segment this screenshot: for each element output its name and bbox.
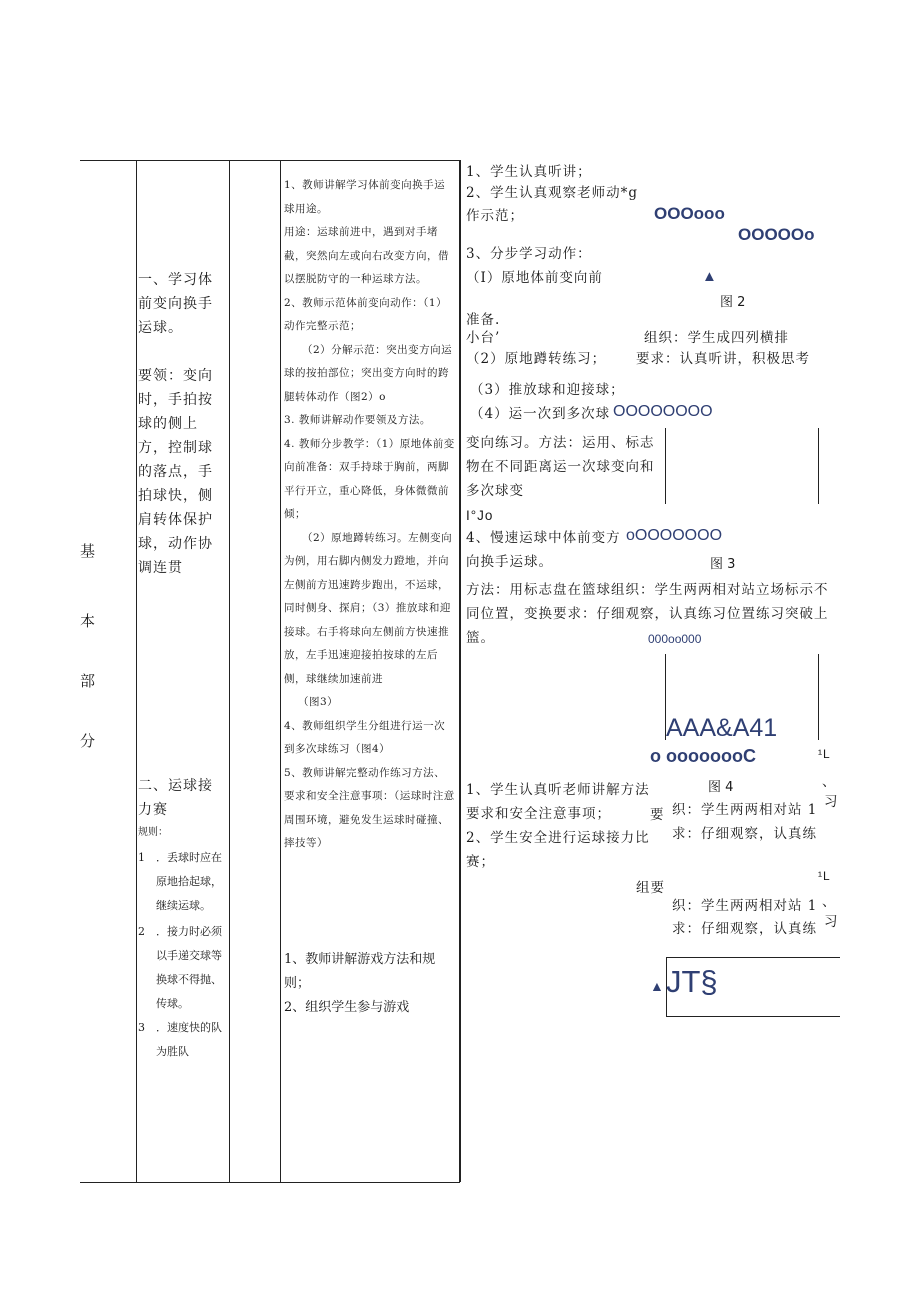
diagram-border-right-1 <box>818 428 819 504</box>
teacher-p4: （2）分解示范：突出变方向运球的按拍部位；突出变方向时的跨腿转体动作（图2）o <box>284 343 453 403</box>
game-box-bottom <box>666 1016 840 1017</box>
section-char-2: 本 <box>80 612 100 630</box>
student-s11: I°Jo <box>466 508 494 523</box>
teacher-p9: 4、教师组织学生分组进行运一次到多次球练习（图4） <box>284 719 446 755</box>
org-yao-1: 要 <box>650 807 665 823</box>
student-s8: （3）推放球和迎接球； <box>470 382 625 398</box>
table-bottom-border <box>80 1182 460 1183</box>
org-formation-2a: 织：学生两两相对站 1 <box>672 802 818 818</box>
rule-num: 3 <box>138 1021 145 1034</box>
org-zuyao: 组要 <box>636 880 665 896</box>
teacher-triangle-icon: ▲ <box>702 268 717 285</box>
column-divider-1 <box>136 160 137 1182</box>
req-1: 要求：认真听讲，积极思考 <box>636 351 810 367</box>
teacher-p3: 2、教师示范体前变向动作：（1）动作完整示范； <box>284 296 448 332</box>
teacher-game <box>284 948 456 1020</box>
org-formation-1: 组织：学生成四列横排 <box>644 330 789 346</box>
teacher-p6: 4. 教师分步教学：（1）原地体前变向前准备：双手持球于胸前，两脚平行开立，重心降低，身体微微前倾； <box>284 437 455 520</box>
student-s4: （I）原地体前变向前 <box>466 270 603 286</box>
figure-3-label: 图 3 <box>710 557 736 572</box>
student-s2b: 作示范； <box>466 208 524 224</box>
org-formation-3a: 织：学生两两相对站 1 <box>672 898 818 914</box>
figure-4-label: 图 4 <box>708 780 734 795</box>
student-s5: 准备. <box>466 312 501 328</box>
formation-circles-e: 000oo000 <box>648 632 702 646</box>
rule-num: 2 <box>138 925 145 938</box>
teacher-activities <box>284 174 456 856</box>
formation-circles-d: oOOOOOOO <box>626 527 723 544</box>
formation-circles-c: OOOOOOOO <box>613 403 713 420</box>
student-s2: 2、学生认真观察老师动*g <box>466 185 638 201</box>
rule-text: ．速度快的队为胜队 <box>156 1021 222 1058</box>
column-divider-4 <box>459 160 461 1182</box>
rules-label: 规则： <box>138 827 168 838</box>
game-diagram-text: JT§ <box>666 964 718 999</box>
objective-part2-title: 二、运球接力赛 <box>138 778 213 818</box>
side-mark-3: 习 <box>824 794 839 810</box>
section-char-1: 基 <box>80 542 100 560</box>
student-s7: （2）原地蹲转练习； <box>466 351 607 367</box>
side-mark-4: ¹L <box>818 869 831 883</box>
formation-circles-f: o oooooooC <box>650 746 756 766</box>
rule-item <box>138 846 228 918</box>
side-mark-2: 、 <box>822 774 837 790</box>
teacher-p2: 用途：运球前进中，遇到对手堵截，突然向左或向右改变方向，借以摆脱防守的一种运球方法。 <box>284 226 449 285</box>
column-divider-3 <box>280 160 281 1182</box>
teacher-p1: 1、教师讲解学习体前变向换手运球用途。 <box>284 179 446 215</box>
student-s12: 4、慢速运球中体前变方 <box>466 530 621 546</box>
org-formation-2b: 求：仔细观察，认真练 <box>672 826 817 842</box>
figure-2-label: 图 2 <box>720 295 746 310</box>
side-mark-1: ¹L <box>818 747 831 761</box>
teacher-game-2: 2、组织学生参与游戏 <box>284 1000 410 1015</box>
table-top-border <box>80 160 460 161</box>
objective-part1-title: 一、学习体前变向换手运球。 <box>138 272 213 336</box>
student-s6: 小台’ <box>466 330 501 346</box>
teacher-p10: 5、教师讲解完整动作练习方法、要求和安全注意事项：（运球时注意周围环境，避免发生运球时碰撞、摔技等） <box>284 766 455 849</box>
student-s13: 向换手运球。 <box>466 554 553 570</box>
diagram-border-left-1 <box>665 428 666 504</box>
formation-circles-a: OOOooo <box>654 204 725 223</box>
student-s15: 1、学生认真听老师讲解方法要求和安全注意事项； <box>466 782 650 822</box>
student-s9: （4）运一次到多次球 <box>470 406 611 422</box>
rule-item <box>138 920 228 1016</box>
student-s3: 3、分步学习动作： <box>466 246 592 262</box>
teacher-p5: 3. 教师讲解动作要领及方法。 <box>284 414 431 426</box>
section-label <box>80 540 100 751</box>
objective-part1-points: 要领：变向时，手拍按球的侧上方，控制球的落点，手拍球快，侧肩转体保护球，动作协调连贯 <box>138 368 213 576</box>
side-mark-6: 习 <box>824 914 839 930</box>
student-s14: 方法：用标志盘在篮球组织：学生两两相对站立场标示不同位置，变换要求：仔细观察，认真练习位置练习突破上篮。 <box>466 582 829 646</box>
rule-text: ．丢球时应在原地拾起球，继续运球。 <box>156 851 222 912</box>
teacher-p7: （2）原地蹲转练习。左侧变向为例，用右脚内侧发力蹬地，并向左侧前方迅速跨步跑出，不运球，同时侧身、探肩；（3）推放球和迎接球。右手将球向左侧前方快速推放，左手迅速迎接拍按球的左后侧，球继续加速前进 <box>284 531 453 685</box>
student-s1: 1、学生认真听讲； <box>466 164 592 180</box>
section-char-3: 部 <box>80 672 100 690</box>
rule-text: ．接力时必须以手递交球等换球不得抛、传球。 <box>156 925 222 1010</box>
teacher-game-1: 1、教师讲解游戏方法和规则； <box>284 952 436 991</box>
section-char-4: 分 <box>80 732 100 750</box>
game-box-top <box>666 957 840 958</box>
org-formation-3b: 求：仔细观察，认真练 <box>672 921 817 937</box>
rule-num: 1 <box>138 851 145 864</box>
teacher-p8: （图3） <box>298 696 339 708</box>
diagram-border-right-2 <box>818 654 819 740</box>
student-s10: 变向练习。方法：运用、标志物在不同距离运一次球变向和多次球变 <box>466 435 655 499</box>
rule-item <box>138 1016 228 1064</box>
formation-circles-b: OOOOOo <box>738 225 815 244</box>
column-divider-2 <box>229 160 230 1182</box>
student-s16: 2、学生安全进行运球接力比赛； <box>466 830 650 870</box>
cones-diagram-text: AAA&A41 <box>666 714 778 742</box>
game-triangle-icon: ▲ <box>650 978 664 994</box>
side-mark-5: 、 <box>822 894 837 910</box>
